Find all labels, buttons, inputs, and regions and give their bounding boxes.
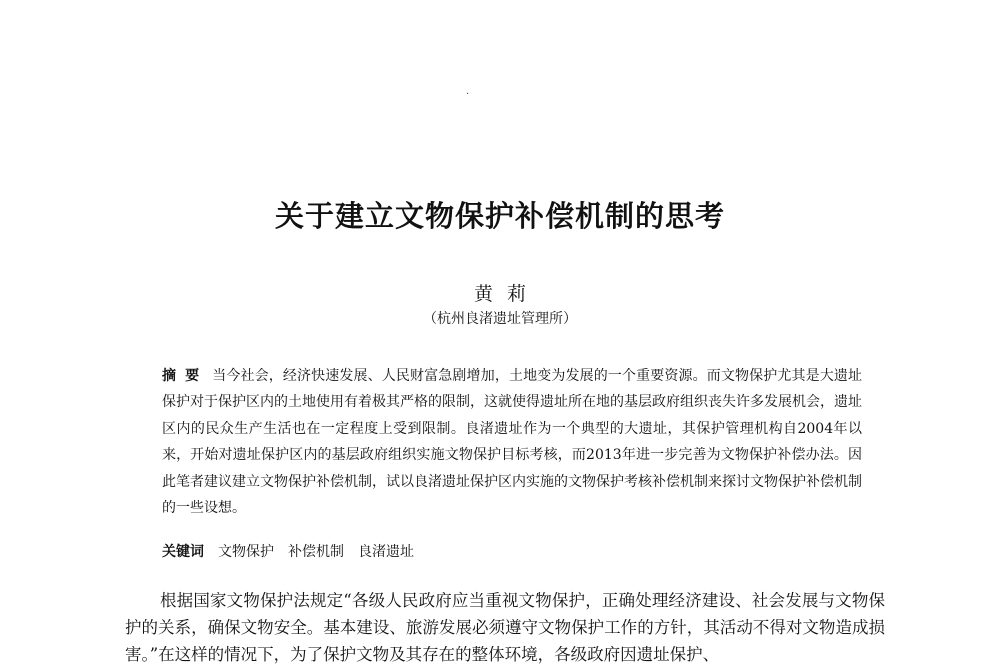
abstract-text: 当今社会，经济快速发展、人民财富急剧增加，土地变为发展的一个重要资源。而文物保护尤其是大遗址保护对于保护区内的土地使用有着极其严格的限制，这就使得遗址所在地的基层政府组织丧失许多发展机会，遗址区内的民众生产生活也在一定程度上受到限制。良渚遗址作为一个典型的大遗址，其保护管理机构自2004年以来，开始对遗址保护区内的基层政府组织实施文物保护目标考核，而2013年进一步完善为文物保护补偿办法。因此笔者建议建立文物保护补偿机制，试以良渚遗址保护区内实施的文物保护考核补偿机制来探讨文物保护补偿机制的一些设想。	[162, 368, 863, 517]
abstract-label: 摘要	[162, 368, 209, 384]
article-title: 关于建立文物保护补偿机制的思考	[274, 199, 725, 233]
author-name: 黄莉	[473, 283, 540, 305]
keywords-block	[162, 541, 862, 563]
body-paragraph: 根据国家文物保护法规定“各级人民政府应当重视文物保护，正确处理经济建设、社会发展与文物保护的关系，确保文物安全。基本建设、旅游发展必须遵守文物保护工作的方针，其活动不得对文物造成损害。”在这样的情况下，为了保护文物及其存在的整体环境，各级政府因遗址保护、	[125, 591, 885, 664]
author-affiliation: （杭州良渚遗址管理所）	[423, 311, 577, 327]
keyword-item: 补偿机制	[288, 544, 344, 560]
keyword-item: 文物保护	[218, 544, 274, 560]
abstract-block	[162, 363, 862, 521]
keywords-label: 关键词	[162, 544, 204, 560]
keyword-item: 良渚遗址	[358, 544, 414, 560]
header-mark: ·	[466, 89, 470, 100]
